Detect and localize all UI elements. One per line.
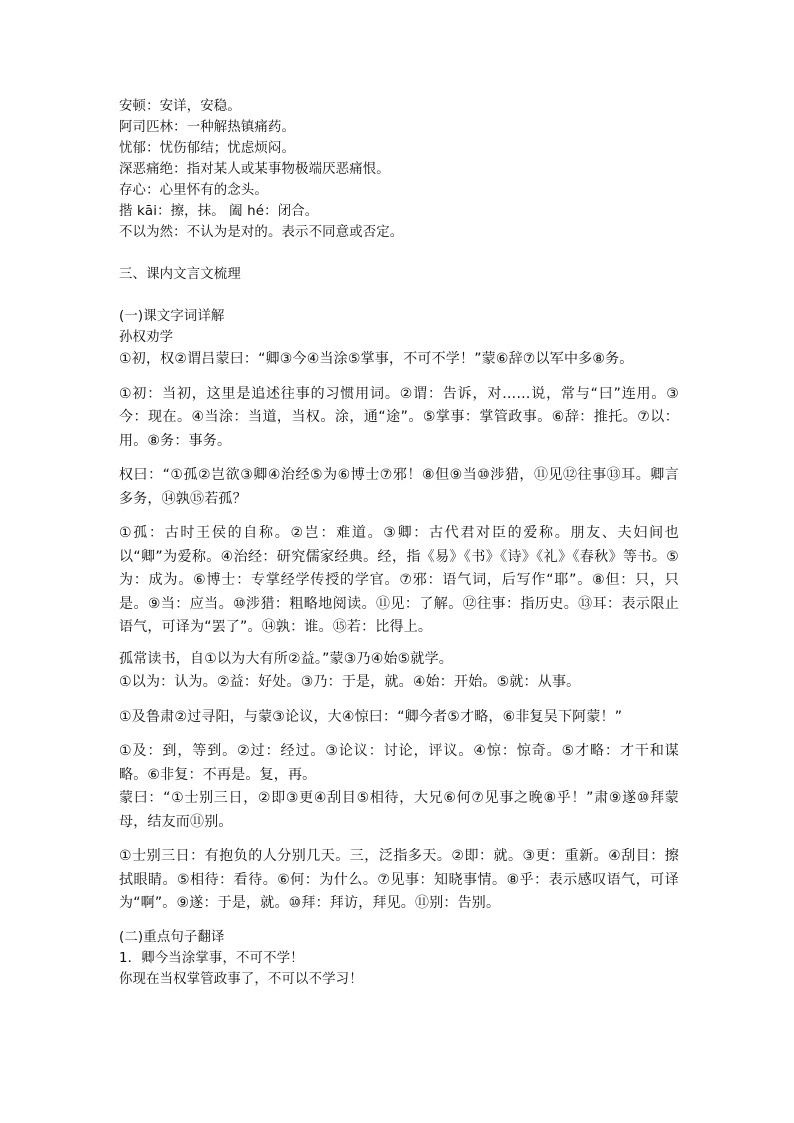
vocab-line: 揩 kāi：擦，抹。 阖 hé：闭合。: [119, 204, 319, 219]
vocab-line: 深恶痛绝：指对某人或某事物极端厌恶痛恨。: [119, 162, 390, 177]
part1-title: (一)课文字词详解: [119, 309, 225, 324]
passage-notes: ①初：当初，这里是追述往事的习惯用词。②谓：告诉，对……说，常与“曰”连用。③今：现在。④当涂：当道，当权。涂，通“途”。⑤掌事：掌管政事。⑥辞：推托。⑦以：用。⑧务：事务。: [119, 385, 679, 449]
passage-notes: ①以为：认为。②益：好处。③乃：于是，就。④始：开始。⑤就：从事。: [119, 674, 581, 690]
part2-title: (二)重点句子翻译: [119, 929, 225, 945]
passage-text: 权曰：“①孤②岂欲③卿④治经⑤为⑥博士⑦邪！⑧但⑨当⑩涉猎，⑪见⑫往事⑬耳。卿言多务，⑭孰⑮若孤？: [119, 467, 679, 507]
passage-notes: ①及：到，等到。②过：经过。③论议：讨论，评议。④惊：惊奇。⑤才略：才干和谋略。⑥非复：不再是。复，再。: [119, 743, 679, 783]
passage-text: ①初，权②谓吕蒙曰：“卿③今④当涂⑤掌事，不可不学！”蒙⑥辞⑦以军中多⑧务。: [119, 351, 634, 367]
vocab-line: 安顿：安详，安稳。: [119, 99, 241, 114]
key-sentence-translation: 你现在当权掌管政事了，不可以不学习！: [119, 971, 363, 987]
vocab-line: 不以为然：不认为是对的。表示不同意或否定。: [119, 225, 404, 240]
passage-text: ①及鲁肃②过寻阳，与蒙③论议，大④惊曰：“卿今者⑤才略，⑥非复吴下阿蒙！”: [119, 708, 623, 725]
passage-notes: ①孤：古时王侯的自称。②岂：难道。③卿：古代君对臣的爱称。朋友、夫妇间也以“卿”为爱称。④治经：研究儒家经典。经，指《易》《书》《诗》《礼》《春秋》等书。⑤为：成为。⑥博士：专掌经学传授的学官。⑦邪：语气词，后写作“耶”。⑧但：只，只是。⑨当：应当。⑩涉猎：粗略地阅读。⑪见：了解。⑫往事：指历史。⑬耳：表示限止语气，可译为“罢了”。⑭孰：谁。⑮若：比得上。: [119, 525, 679, 635]
document-page: [119, 96, 679, 990]
vocab-line: 阿司匹林：一种解热镇痛药。: [119, 120, 296, 135]
passage-text: 蒙曰：“①士别三日，②即③更④刮目⑤相待，大兄⑥何⑦见事之晚⑧乎！”肃⑨遂⑩拜蒙母，结友而⑪别。: [119, 790, 679, 830]
section-title: 三、课内文言文梳理: [119, 267, 241, 282]
vocab-line: 存心：心里怀有的念头。: [119, 183, 268, 198]
vocab-line: 忧郁：忧伤郁结；忧虑烦闷。: [119, 141, 296, 156]
passage-notes: ①士别三日：有抱负的人分别几天。三，泛指多天。②即：就。③更：重新。④刮目：擦拭眼睛。⑤相待：看待。⑥何：为什么。⑦见事：知晓事情。⑧乎：表示感叹语气，可译为“啊”。⑨遂：于是，就。⑩拜：拜访，拜见。⑪别：告别。: [119, 848, 679, 911]
passage-text: 孤常读书，自①以为大有所②益。”蒙③乃④始⑤就学。: [119, 650, 454, 667]
lesson-title: 孙权劝学: [119, 330, 174, 345]
key-sentence: 1．卿今当涂掌事，不可不学！: [119, 950, 304, 966]
